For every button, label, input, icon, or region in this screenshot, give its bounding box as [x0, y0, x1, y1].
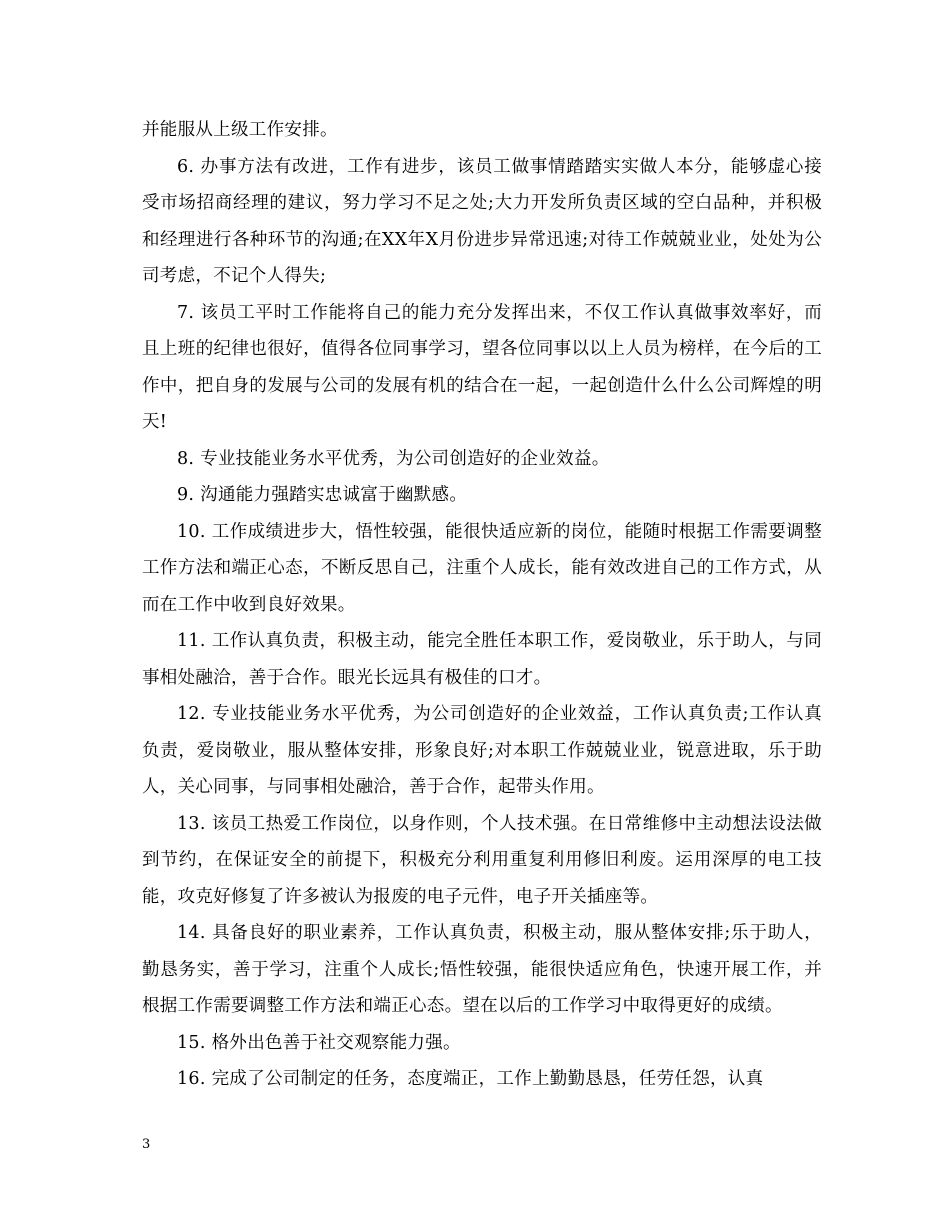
paragraph: 16. 完成了公司制定的任务，态度端正，工作上勤勤恳恳，任劳任怨，认真 — [177, 1069, 764, 1089]
paragraph: 8. 专业技能业务水平优秀，为公司创造好的企业效益。 — [177, 448, 610, 469]
paragraph: 10. 工作成绩进步大，悟性较强，能很快适应新的岗位，能随时根据工作需要调整工作方法和端正心态，不断反思自己，注重个人成长，能有效改进自己的工作方式，从而在工作中收到良好效果。 — [142, 521, 822, 615]
paragraph: 6. 办事方法有改进，工作有进步，该员工做事情踏踏实实做人本分，能够虚心接受市场招商经理的建议，努力学习不足之处;大力开发所负责区域的空白品种，并积极和经理进行各种环节的沟通;在XX年X月份进步异常迅速;对待工作兢兢业业，处处为公司考虑，不记个人得失; — [142, 156, 822, 286]
paragraph: 并能服从上级工作安排。 — [142, 120, 338, 140]
paragraph: 12. 专业技能业务水平优秀，为公司创造好的企业效益，工作认真负责;工作认真负责，爱岗敬业，服从整体安排，形象良好;对本职工作兢兢业业，锐意进取，乐于助人，关心同事，与同事相处融洽，善于合作，起带头作用。 — [142, 704, 822, 797]
paragraph: 7. 该员工平时工作能将自己的能力充分发挥出来，不仅工作认真做事效率好，而且上班的纪律也很好，值得各位同事学习，望各位同事以以上人员为榜样，在今后的工作中，把自身的发展与公司的发展有机的结合在一起，一起创造什么什么公司辉煌的明天! — [142, 302, 822, 432]
page-number: 3 — [142, 1137, 151, 1152]
paragraph: 14. 具备良好的职业素养，工作认真负责，积极主动，服从整体安排;乐于助人，勤恳务实，善于学习，注重个人成长;悟性较强，能很快适应角色，快速开展工作，并根据工作需要调整工作方法和端正心态。望在以后的工作学习中取得更好的成绩。 — [142, 923, 822, 1016]
document-body — [142, 112, 822, 1098]
paragraph: 9. 沟通能力强踏实忠诚富于幽默感。 — [177, 485, 468, 505]
paragraph: 13. 该员工热爱工作岗位，以身作则，个人技术强。在日常维修中主动想法设法做到节约，在保证安全的前提下，积极充分利用重复利用修旧利废。运用深厚的电工技能，攻克好修复了许多被认为报废的电子元件，电子开关插座等。 — [142, 813, 822, 907]
paragraph: 15. 格外出色善于社交观察能力强。 — [177, 1032, 461, 1053]
paragraph: 11. 工作认真负责，积极主动，能完全胜任本职工作，爱岗敬业，乐于助人，与同事相处融洽，善于合作。眼光长远具有极佳的口才。 — [142, 631, 822, 688]
